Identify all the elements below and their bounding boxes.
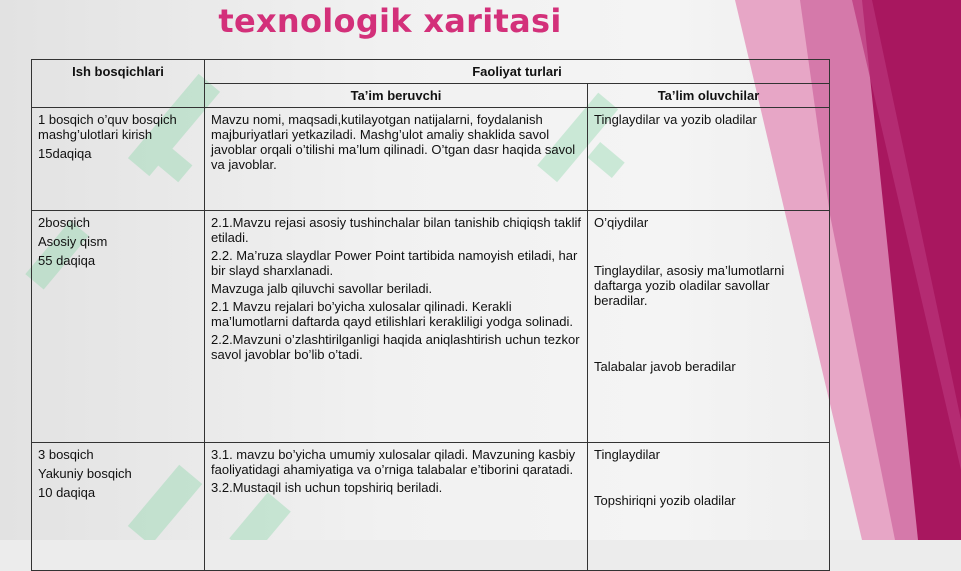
teacher-activity: Mavzu nomi, maqsadi,kutilayotgan natijalarni, foydalanish majburiyatlari yetkaziladi. Mashg’ulot amaliy shaklida savol javoblar orqali o’tilishi ma’lum qilinadi. O’tgan dasr haqida savol va javoblar. [211,112,576,172]
stage-cell [32,443,205,571]
teacher-activity: 3.1. mavzu bo’yicha umumiy xulosalar qiladi. Mavzuning kasbiy faoliyatidagi ahamiyatiga va o’rniga talabalar e’tiborini qaratadi. [211,447,576,477]
stage-title: 2bosqich [38,215,91,230]
teacher-activity: 2.2. Ma’ruza slaydlar Power Point tartibida namoyish etiladi, har bir slayd sharxlanadi. [211,248,578,278]
student-activity: Talabalar javob beradilar [594,359,736,374]
stage-duration: 55 daqiqa [38,253,96,268]
header-teacher: Ta’im beruvchi [205,84,588,108]
slide-title: texnologik xaritasi [218,2,562,40]
students-cell [588,108,830,211]
student-activity: Topshiriqni yozib oladilar [594,493,736,508]
stage-title: 1 bosqich o’quv bosqich mashg’ulotlari kirish [38,112,177,142]
teacher-activity: 2.2.Mavzuni o’zlashtirilganligi haqida aniqlashtirish uchun tezkor savol javoblar bo’lib o’tadi. [211,332,580,362]
students-cell [588,211,830,443]
stage-name: Yakuniy bosqich [38,466,132,481]
teacher-activity: 3.2.Mustaqil ish uchun topshiriq beriladi. [211,480,443,495]
teacher-activity: Mavzuga jalb qiluvchi savollar beriladi. [211,281,433,296]
student-activity: Tinglaydilar, asosiy ma’lumotlarni daftarga yozib oladilar savollar beradilar. [594,263,785,308]
students-cell [588,443,830,571]
table-row [32,108,830,211]
table-row [32,443,830,571]
technology-map-table [31,59,830,571]
table-row [32,211,830,443]
stage-duration: 15daqiqa [38,146,92,161]
stage-name: Asosiy qism [38,234,108,249]
header-students: Ta’lim oluvchilar [588,84,830,108]
stage-title: 3 bosqich [38,447,94,462]
teacher-activity: 2.1 Mavzu rejalari bo’yicha xulosalar qilinadi. Kerakli ma’lumotlarni daftarda qayd etilishlari kerakliligi yodga solinadi. [211,299,574,329]
header-stages: Ish bosqichlari [32,60,205,108]
header-activities: Faoliyat turlari [205,60,830,84]
teacher-activity: 2.1.Mavzu rejasi asosiy tushinchalar bilan tanishib chiqiqsh taklif etiladi. [211,215,581,245]
teacher-cell [205,443,588,571]
table-header-row [32,60,830,84]
student-activity: Tinglaydilar [594,447,660,462]
teacher-cell [205,211,588,443]
student-activity: Tinglaydilar va yozib oladilar [594,112,757,127]
student-activity: O’qiydilar [594,215,649,230]
stage-cell [32,108,205,211]
stage-duration: 10 daqiqa [38,485,96,500]
teacher-cell [205,108,588,211]
stage-cell [32,211,205,443]
